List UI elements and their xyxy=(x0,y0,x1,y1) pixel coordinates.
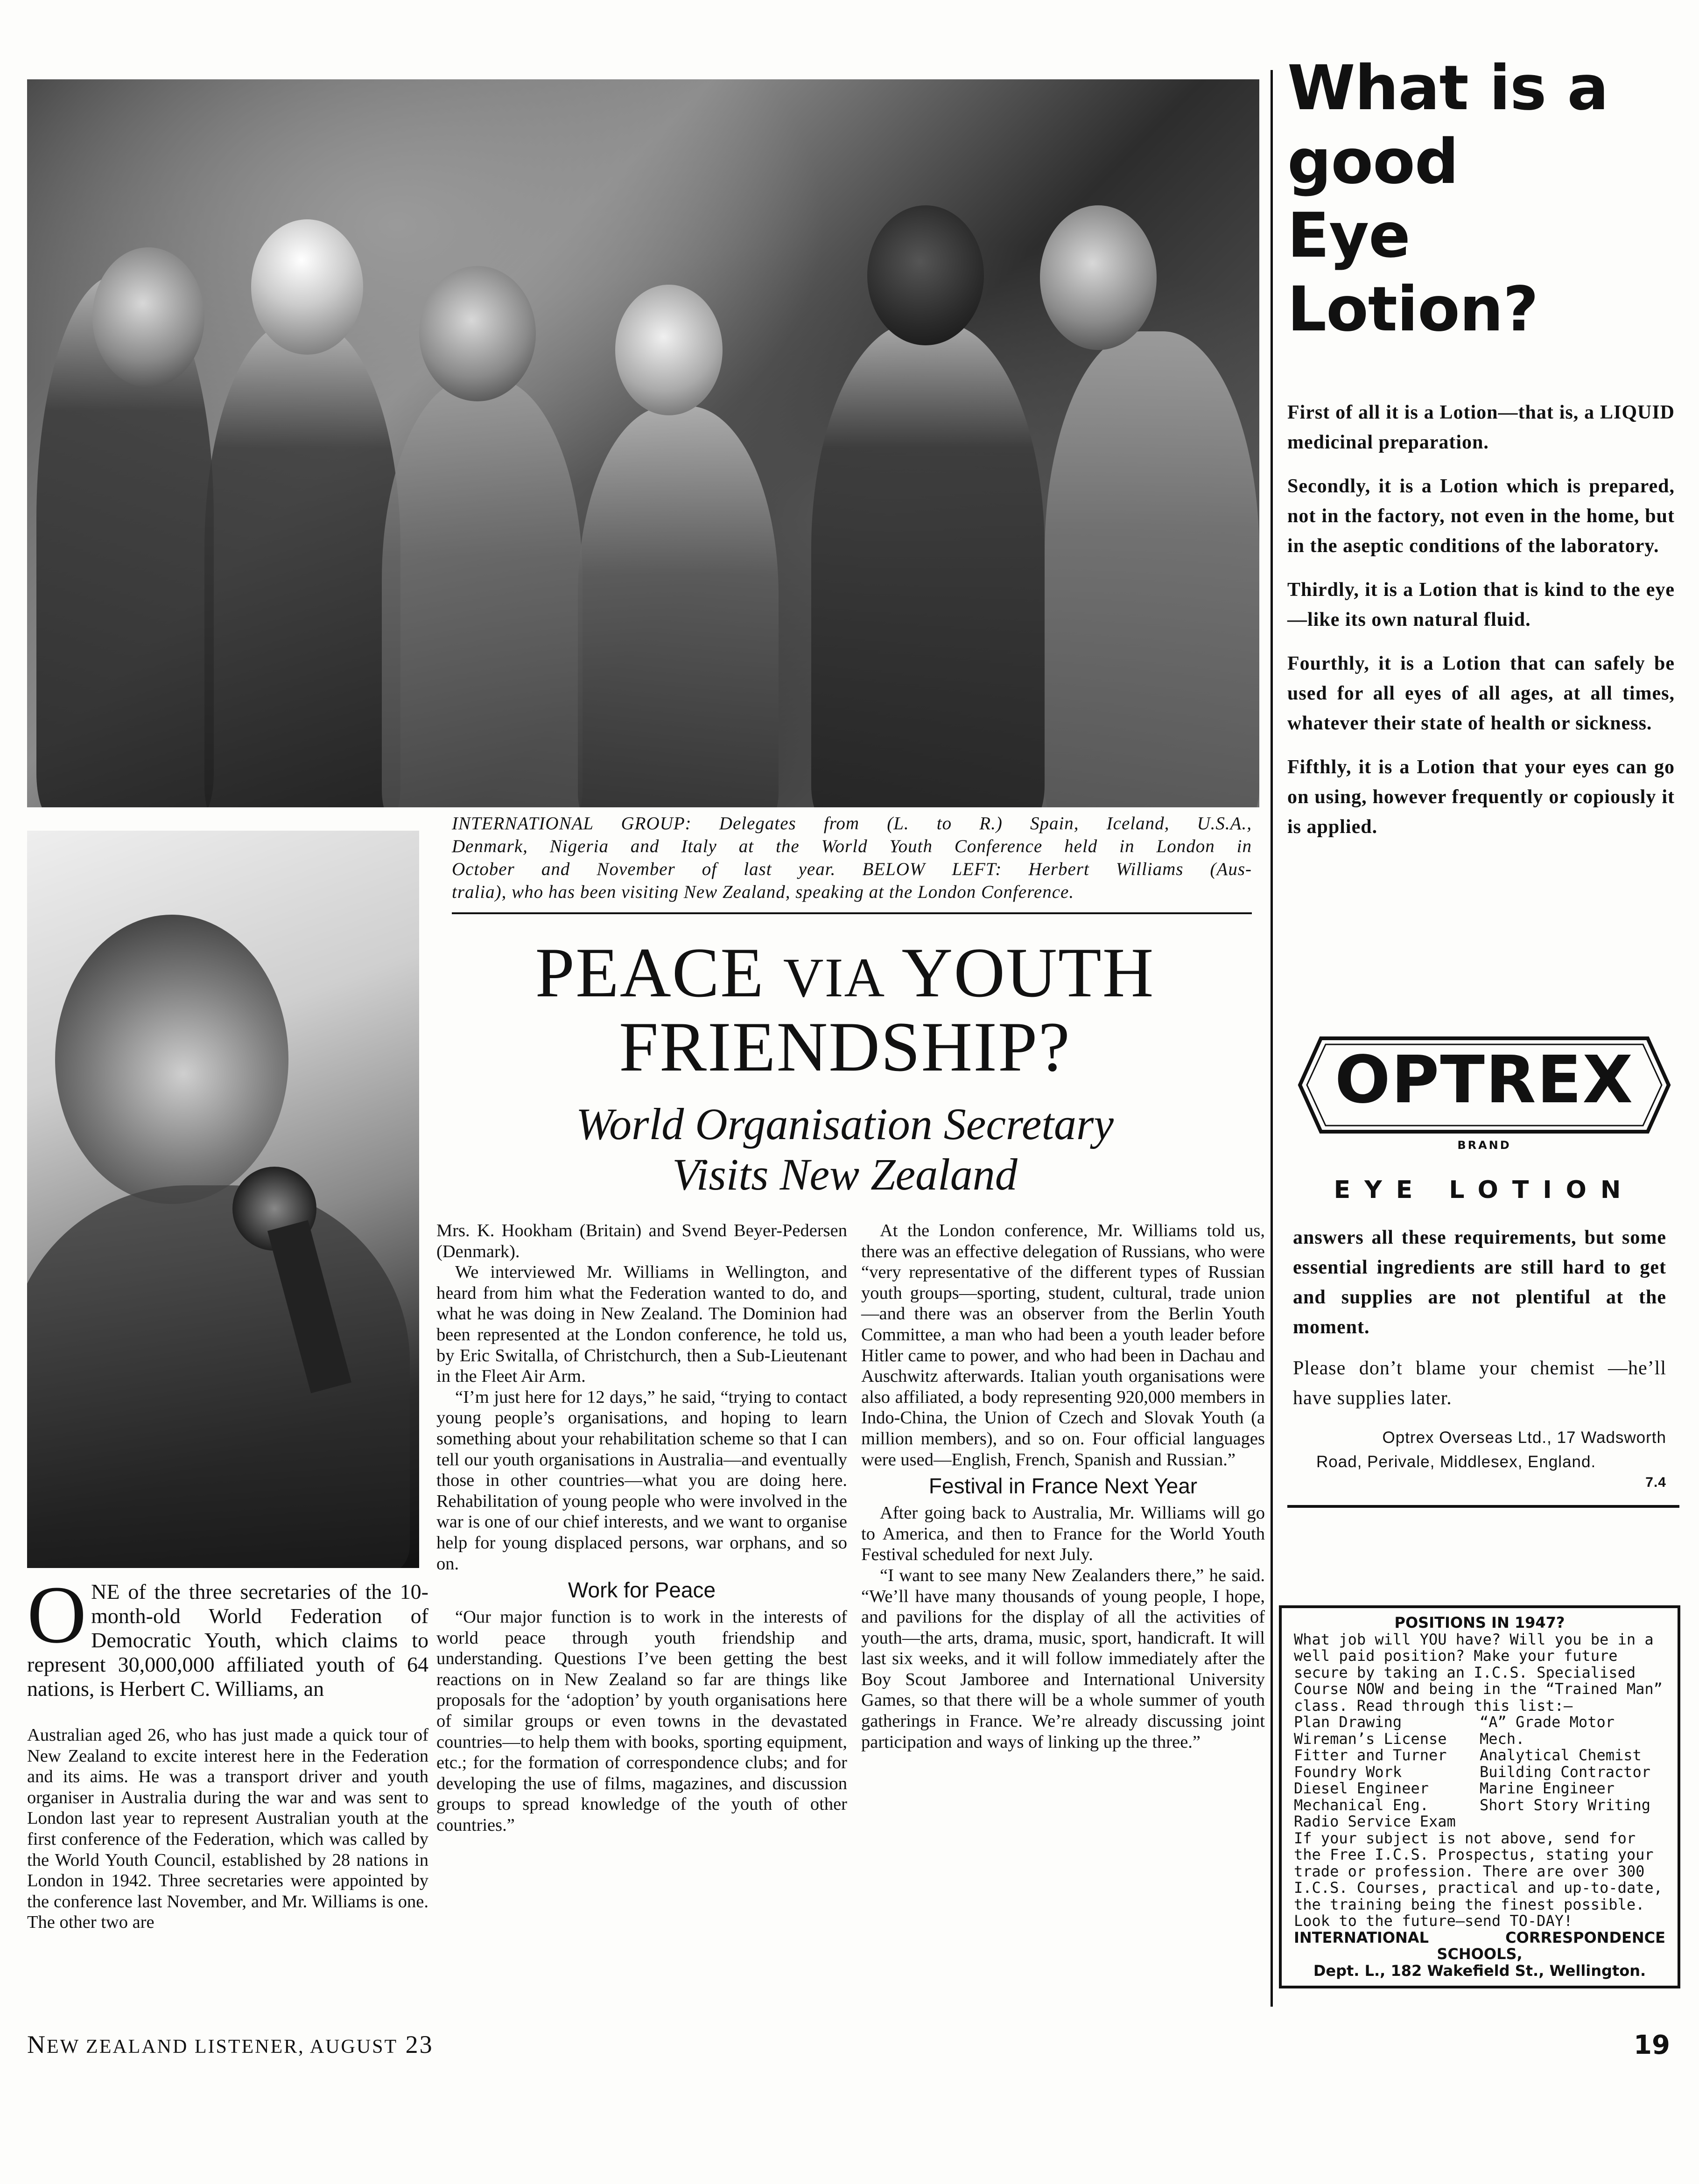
caption-line: tralia), who has been visiting New Zealand, speaking at the London Conference. xyxy=(452,882,1074,902)
article-lead xyxy=(27,1569,428,1701)
ad-paragraph: Fifthly, it is a Lotion that your eyes can go on using, however frequently or copiously it is applied. xyxy=(1287,756,1675,838)
ad-paragraph: Thirdly, it is a Lotion that is kind to the eye—like its own natural fluid. xyxy=(1287,579,1675,630)
publication-date: 23 xyxy=(405,2030,434,2058)
ad-headline xyxy=(1287,51,1675,346)
headline-word: VIA xyxy=(783,946,886,1008)
optrex-logo xyxy=(1298,1036,1671,1134)
optrex-advertisement xyxy=(1287,51,1675,856)
caption-line: Denmark, Nigeria and Italy at the World Youth Conference held in London in xyxy=(452,836,1252,856)
ad-code: 7.4 xyxy=(1645,1475,1666,1490)
headline-line: FRIENDSHIP? xyxy=(619,1008,1071,1086)
lead-paragraph-continued: Australian aged 26, who has just made a quick tour of New Zealand to excite interest here in the Federation and its aims. He was a transport driver and youth organiser in Australia during the war and was sent to London last year to represent Australian youth at the first conference of the Federation, which was called by the World Youth Council, established by 28 nations in London in 1942. Three secretaries were appointed by the conference last November, and Mr. Williams is one. The other two are xyxy=(27,1725,428,1932)
course-item: Mechanical Eng. xyxy=(1294,1796,1429,1814)
optrex-logo-text: OPTREX xyxy=(1334,1042,1634,1118)
article-column-2 xyxy=(436,1220,847,1836)
optrex-address xyxy=(1293,1426,1666,1491)
ics-address: Dept. L., 182 Wakefield St., Wellington. xyxy=(1313,1961,1646,1980)
delegates-group-photo xyxy=(27,79,1259,807)
ics-course-list xyxy=(1294,1714,1665,1830)
headline-word: PEACE xyxy=(535,933,783,1012)
course-item: Foundry Work xyxy=(1294,1763,1402,1781)
photo-caption xyxy=(452,812,1252,903)
publication-name: EW ZEALAND LISTENER, AUGUST xyxy=(47,2036,398,2058)
article-column-3 xyxy=(861,1220,1265,1752)
course-item xyxy=(1480,1813,1665,1830)
lead-paragraph: NE of the three secretaries of the 10-month-old World Federation of Democratic Youth, which claims to represent 30,000,000 affiliated youth of 64 nations, is Herbert C. Williams, an xyxy=(27,1580,428,1701)
caption-line: October and November of last year. BELOW LEFT: Herbert Williams (Aus- xyxy=(452,859,1252,879)
ad-paragraph: Fourthly, it is a Lotion that can safely be used for all eyes of all ages, at all times, whatever their state of health or sickness. xyxy=(1287,653,1675,734)
course-item: Radio Service Exam xyxy=(1294,1813,1456,1830)
ics-school-name: SCHOOLS, xyxy=(1437,1945,1523,1963)
ad-headline-line: What is a xyxy=(1287,52,1608,124)
ad-bottom-rule xyxy=(1287,1505,1679,1508)
caption-line: INTERNATIONAL GROUP: Delegates from (L. to R.) Spain, Iceland, U.S.A., xyxy=(452,813,1252,833)
course-item: “A” Grade Motor xyxy=(1480,1713,1615,1731)
product-name: EYE LOTION xyxy=(1334,1176,1635,1204)
ics-advertisement xyxy=(1279,1605,1680,1988)
course-item: Wireman’s License xyxy=(1294,1729,1447,1748)
body-paragraph: “I’m just here for 12 days,” he said, “trying to contact young people’s organisations, and hoping to learn something about your rehabilitation scheme so that I can tell our youth organisations in Australia—and eventually those in other countries—what you are doing here. Rehabilitation of young people who were involved in the war is one of our chief interests, and we want to organise help for young displaced persons, war orphans, and so on. xyxy=(436,1387,847,1574)
course-item: Analytical Chemist xyxy=(1480,1746,1642,1764)
herbert-williams-photo xyxy=(27,831,419,1568)
ics-outro: If your subject is not above, send for the Free I.C.S. Prospectus, stating your trade or profession. There are over 300 I.C.S. Courses, practical and up-to-date, the training being the finest possible. Look to the future—send TO-DAY! xyxy=(1294,1829,1663,1930)
ad-headline-line: good xyxy=(1287,126,1459,198)
course-item: Diesel Engineer xyxy=(1294,1779,1429,1797)
course-item: Marine Engineer xyxy=(1480,1779,1615,1797)
ad-blame-note: Please don’t blame your chemist —he’ll have supplies later. xyxy=(1293,1358,1666,1409)
address-line: Optrex Overseas Ltd., 17 Wadsworth xyxy=(1382,1428,1666,1447)
section-subhead: Festival in France Next Year xyxy=(928,1474,1198,1498)
brand-label: BRAND xyxy=(1457,1139,1511,1152)
ad-headline-line: Eye Lotion? xyxy=(1287,200,1538,345)
drop-cap: O xyxy=(27,1569,87,1660)
article-column-1 xyxy=(27,1725,428,1933)
headline-word: YOUTH xyxy=(885,933,1155,1012)
body-paragraph: After going back to Australia, Mr. Williams will go to America, and then to France for the World Youth Festival scheduled for next July. xyxy=(861,1503,1265,1565)
subheadline xyxy=(429,1099,1260,1200)
ics-title: POSITIONS IN 1947? xyxy=(1394,1614,1565,1631)
body-paragraph: “Our major function is to work in the interests of world peace through youth friendship and understanding. Questions I’ve been getting the best reactions on in New Zealand so far are things like proposals for the ‘adoption’ by youth organisations here of similar groups or even towns in the devastated countries—to help them with books, sporting equipment, etc.; for the formation of correspondence clubs; and for developing the use of films, magazines, and discussion groups to spread knowledge of the youth of other countries.” xyxy=(436,1607,847,1835)
subheadline-line: World Organisation Secretary xyxy=(576,1099,1114,1149)
body-paragraph: “I want to see many New Zealanders there,” he said. “We’ll have many thousands of young people, I hope, and pavilions for the display of all the activities of youth—the arts, drama, music, sport, handicraft. It will last six weeks, and it will follow immediately after the Boy Scout Jamboree and International University Games, so that there will be a whole summer of youth gatherings in France. We’re already discussing joint participation and ways of linking up the three.” xyxy=(861,1565,1265,1752)
address-line: Road, Perivale, Middlesex, England. xyxy=(1316,1453,1596,1471)
column-divider xyxy=(1271,70,1273,2007)
caption-rule xyxy=(452,912,1252,914)
course-item: Building Contractor xyxy=(1480,1763,1651,1781)
course-item: Short Story Writing xyxy=(1480,1796,1651,1814)
ad-paragraph: Secondly, it is a Lotion which is prepared, not in the factory, not even in the home, but in the aseptic conditions of the laboratory. xyxy=(1287,476,1675,557)
headline xyxy=(429,933,1260,1086)
course-item: Mech. xyxy=(1480,1729,1525,1748)
ad-paragraph: First of all it is a Lotion—that is, a LIQUID medicinal preparation. xyxy=(1287,402,1675,453)
ics-school-name: INTERNATIONAL CORRESPONDENCE xyxy=(1294,1928,1665,1946)
section-subhead: Work for Peace xyxy=(568,1578,716,1603)
body-paragraph: We interviewed Mr. Williams in Wellington, and heard from him what the Federation wanted to do, and what he was doing in New Zealand. The Dominion had been represented at the London conference, he told us, by Eric Switalla, of Christchurch, then a Sub-Lieutenant in the Fleet Air Arm. xyxy=(436,1262,847,1386)
page-number: 19 xyxy=(1634,2030,1670,2060)
publication-footer xyxy=(27,2030,434,2059)
body-paragraph: Mrs. K. Hookham (Britain) and Svend Beyer-Pedersen (Denmark). xyxy=(436,1221,847,1261)
subheadline-line: Visits New Zealand xyxy=(672,1149,1018,1199)
body-paragraph: At the London conference, Mr. Williams told us, there was an effective delegation of Russians, who were “very representative of the different types of Russian youth groups—sporting, student, cultural, trade union—and there was an observer from the Berlin Youth Committee, a man who had been a youth leader before Hitler came to power, and who had been in Dachau and Auschwitz afterwards. Italian youth organisations were also affiliated, a body representing 920,000 members in Indo-China, the Union of Czech and Slovak Youth (a million members), and so on. Four official languages were used—English, French, Spanish and Russian.” xyxy=(861,1221,1265,1470)
ics-intro: What job will YOU have? Will you be in a well paid position? Make your future secure by taking an I.C.S. Specialised Course NOW and being in the “Trained Man” class. Read through this list:— xyxy=(1294,1630,1663,1715)
course-item: Fitter and Turner xyxy=(1294,1746,1447,1764)
course-item: Plan Drawing xyxy=(1294,1713,1402,1731)
publication-initial: N xyxy=(27,2030,47,2058)
ad-answer: answers all these requirements, but some essential ingredients are still hard to get and supplies are not plentiful at the moment. xyxy=(1293,1227,1666,1338)
